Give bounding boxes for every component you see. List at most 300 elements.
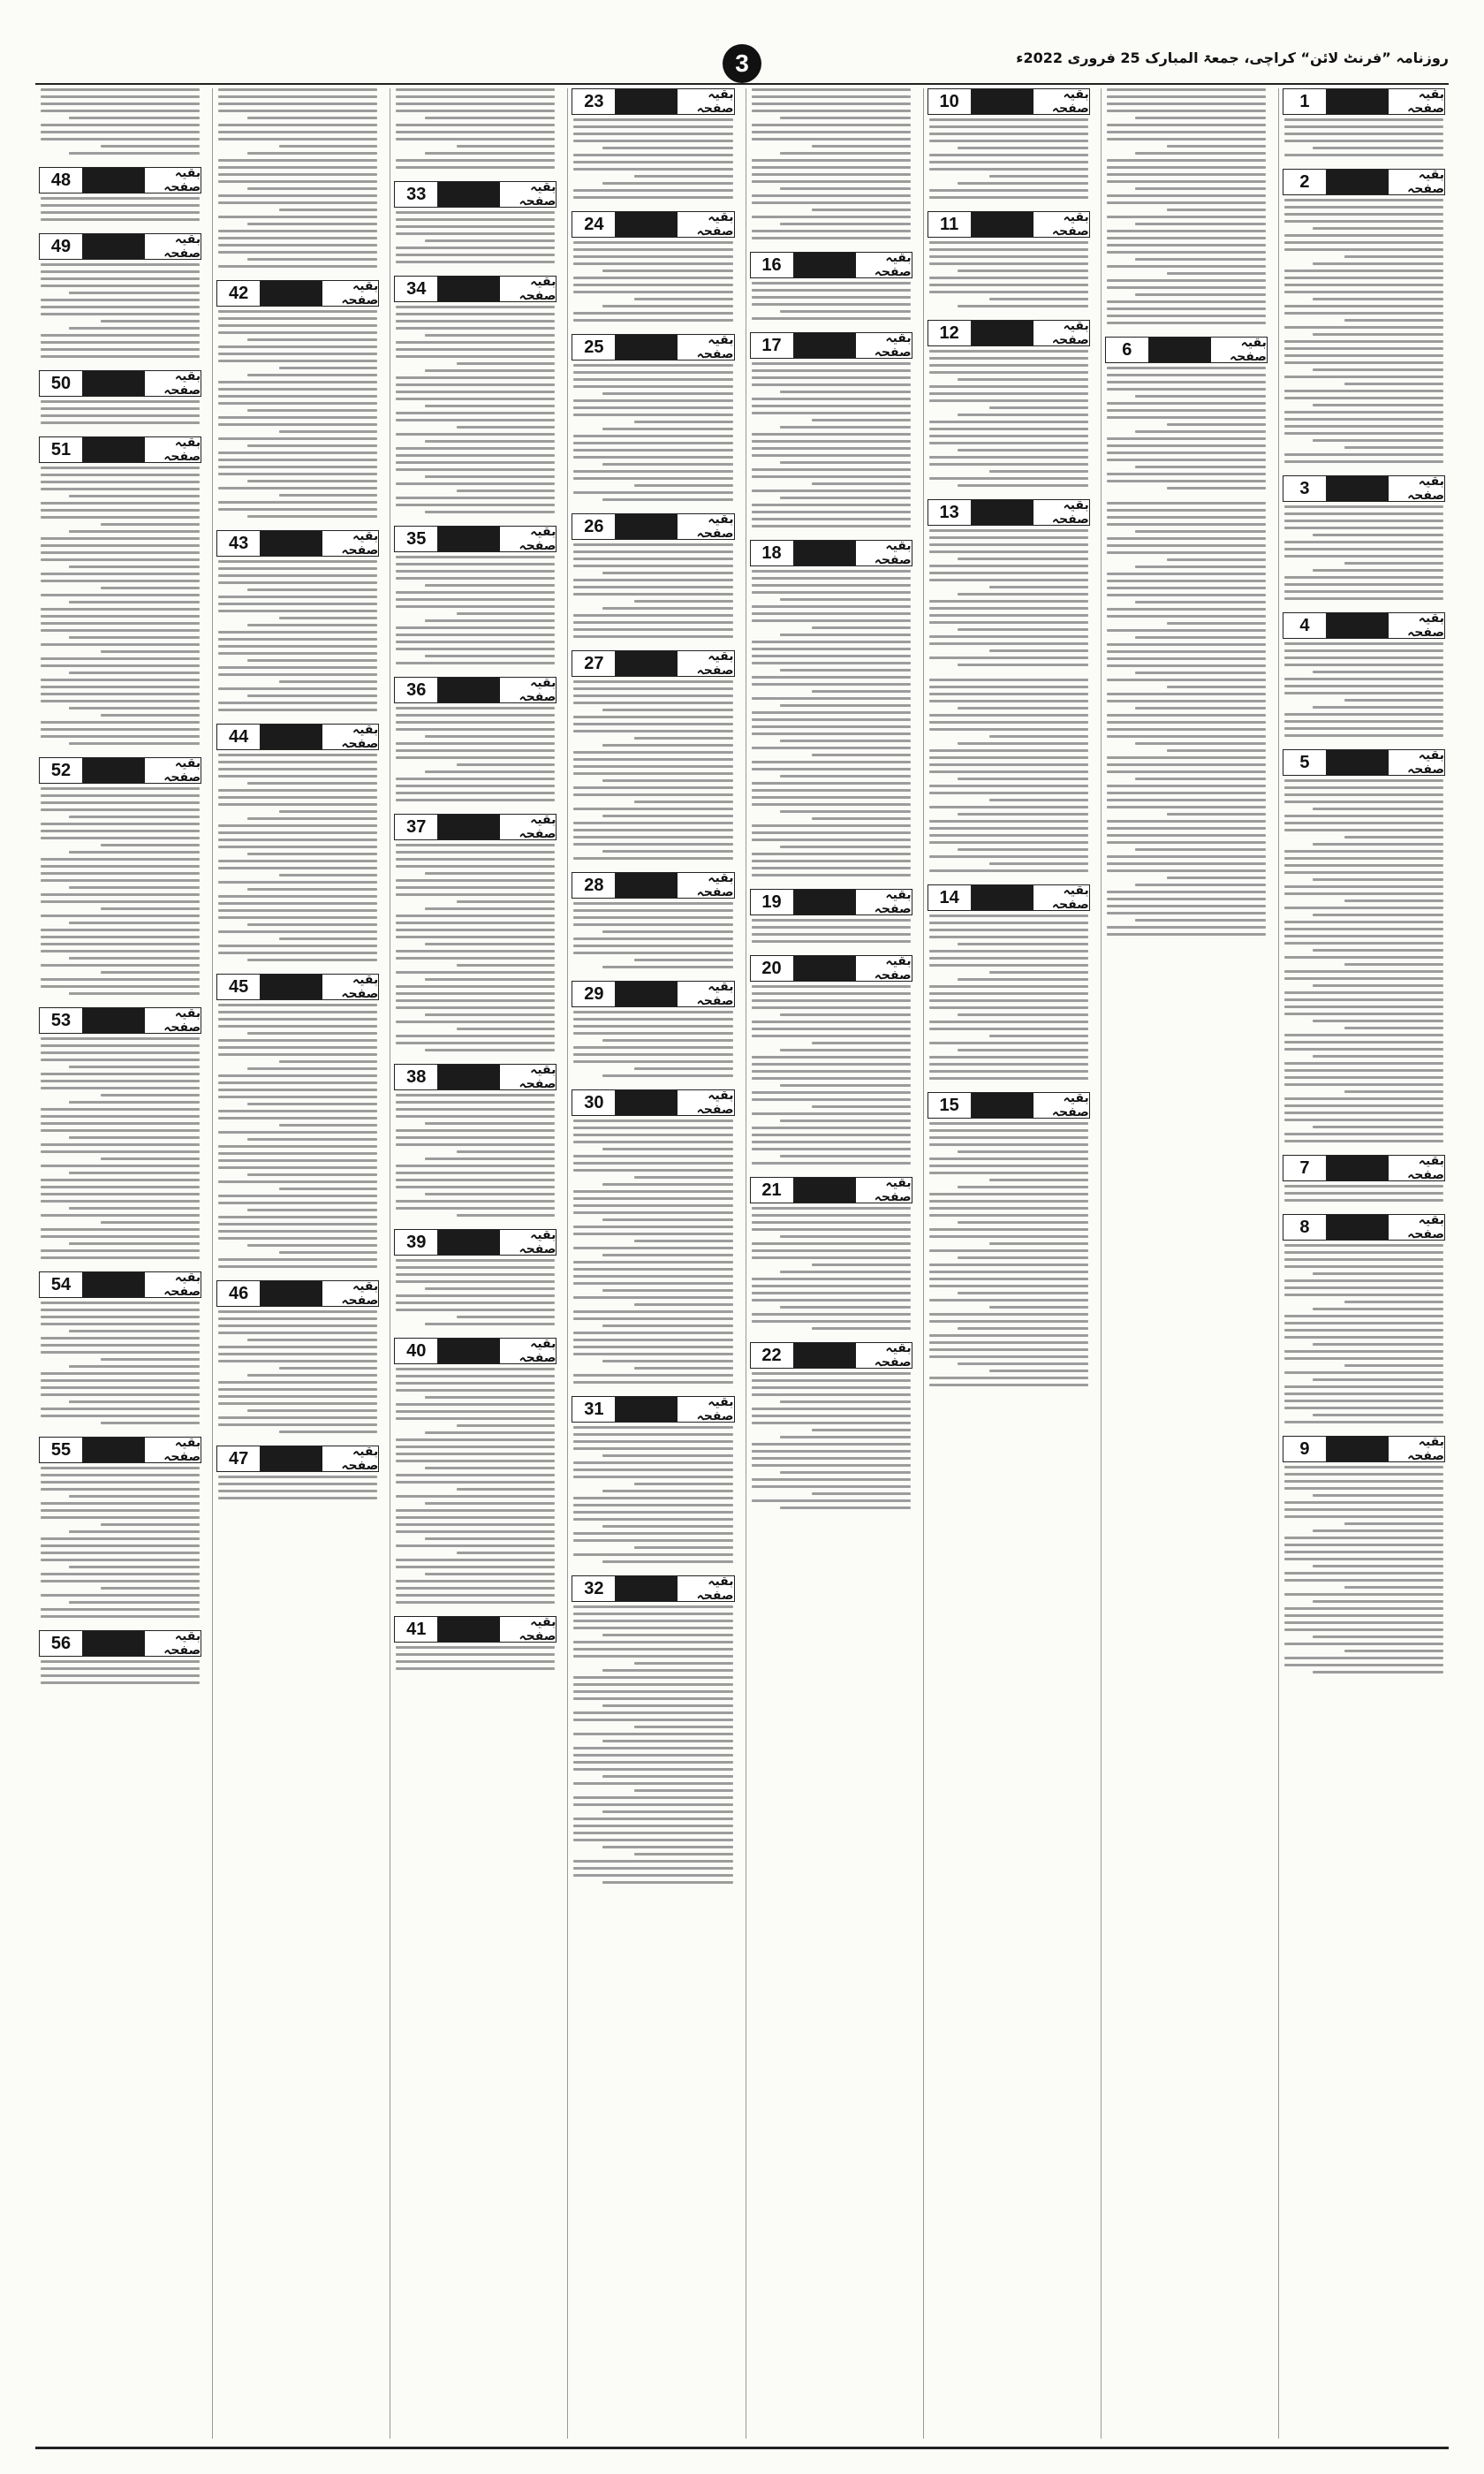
text-line: [247, 480, 378, 482]
text-line: [573, 1511, 732, 1514]
text-line: [396, 641, 555, 643]
text-line: [1284, 1034, 1443, 1036]
text-line: [958, 269, 1088, 272]
text-line: [41, 474, 200, 476]
header-black-bar: [261, 725, 322, 749]
text-line: [752, 853, 911, 855]
text-line: [396, 728, 555, 731]
text-line: [69, 1066, 200, 1068]
continuation-label: بقیہ صفحہ: [163, 232, 201, 261]
text-line: [1284, 1537, 1443, 1539]
text-line: [812, 1492, 911, 1495]
text-line: [752, 824, 911, 827]
text-line: [1284, 432, 1443, 435]
continuation-header: [572, 872, 734, 899]
text-line: [752, 1162, 911, 1165]
text-line: [1284, 1336, 1443, 1339]
continuation-item: [39, 757, 201, 995]
text-line: [41, 872, 200, 875]
text-line: [1107, 444, 1266, 447]
continuation-number: 8: [1283, 1215, 1327, 1240]
text-line: [573, 1296, 732, 1299]
text-line: [1284, 1480, 1443, 1483]
text-line: [218, 909, 377, 912]
continuation-label: بقیہ صفحہ: [163, 1271, 201, 1299]
continuation-header: [928, 499, 1090, 526]
continuation-body: [216, 1476, 379, 1499]
text-line: [929, 1313, 1088, 1316]
text-line: [573, 140, 732, 142]
text-line: [218, 1117, 377, 1119]
text-line: [958, 449, 1088, 452]
text-line: [1107, 166, 1266, 169]
text-line: [41, 1051, 200, 1054]
continuation-body: [572, 118, 734, 199]
text-line: [218, 265, 377, 268]
text-line: [396, 159, 555, 162]
text-line: [396, 799, 555, 801]
text-line: [279, 1124, 378, 1127]
text-line: [1284, 1076, 1443, 1079]
text-line: [247, 1173, 378, 1176]
text-line: [69, 601, 200, 603]
text-line: [41, 808, 200, 811]
text-line: [218, 1096, 377, 1098]
text-line: [41, 1080, 200, 1082]
text-line: [425, 117, 556, 119]
text-line: [1284, 892, 1443, 895]
continuation-item: [750, 1177, 912, 1330]
text-line: [929, 565, 1088, 567]
text-line: [573, 1433, 732, 1436]
text-line: [1284, 829, 1443, 831]
page-number-badge: 3: [723, 44, 761, 83]
continuation-item: [216, 724, 379, 961]
text-line: [1284, 1294, 1443, 1296]
text-line: [101, 587, 200, 589]
text-line: [279, 494, 378, 497]
text-line: [752, 619, 911, 622]
text-line: [41, 537, 200, 540]
text-line: [69, 1601, 200, 1604]
text-line: [41, 1228, 200, 1231]
text-line: [929, 1377, 1088, 1379]
text-line: [396, 858, 555, 861]
continuation-label: بقیہ صفحہ: [1051, 498, 1089, 527]
text-line: [929, 936, 1088, 938]
text-line: [1284, 1544, 1443, 1546]
text-line: [752, 1242, 911, 1245]
text-line: [752, 504, 911, 506]
text-line: [396, 124, 555, 126]
text-line: [1344, 699, 1443, 702]
text-line: [1313, 984, 1443, 987]
text-line: [218, 251, 377, 254]
text-line: [247, 444, 378, 447]
text-line: [396, 1302, 555, 1304]
text-line: [396, 1453, 555, 1455]
text-line: [425, 369, 556, 372]
text-line: [41, 1122, 200, 1125]
text-line: [396, 461, 555, 464]
text-line: [1107, 315, 1266, 317]
text-line: [929, 125, 1088, 128]
continuation-body: [216, 1310, 379, 1433]
text-line: [602, 1289, 733, 1292]
text-line: [1284, 815, 1443, 817]
text-line: [396, 1382, 555, 1385]
text-line: [752, 1415, 911, 1417]
text-line: [1344, 836, 1443, 839]
text-line: [752, 732, 911, 735]
text-line: [929, 1122, 1088, 1125]
continuation-label: بقیہ صفحہ: [696, 333, 734, 361]
continuation-header: [216, 1446, 379, 1472]
text-line: [929, 869, 1088, 872]
text-line: [247, 959, 378, 961]
text-line: [1107, 300, 1266, 303]
text-line: [41, 95, 200, 98]
text-line: [41, 1108, 200, 1111]
continuation-item: [1283, 475, 1445, 600]
continuation-header: [572, 1575, 734, 1602]
continuation-header: [39, 1271, 201, 1298]
text-line: [247, 1374, 378, 1377]
continuation-number: 21: [751, 1178, 794, 1203]
text-line: [602, 1148, 733, 1150]
text-line: [929, 929, 1088, 931]
text-line: [396, 1410, 555, 1413]
text-line: [1284, 871, 1443, 874]
text-line: [1313, 368, 1443, 371]
text-line: [780, 1471, 911, 1474]
text-line: [218, 416, 377, 419]
text-line: [1344, 1027, 1443, 1029]
text-line: [425, 239, 556, 242]
text-line: [929, 1157, 1088, 1160]
text-line: [218, 702, 377, 704]
continuation-label: بقیہ صفحہ: [696, 210, 734, 239]
text-line: [1284, 291, 1443, 293]
text-line: [634, 1067, 733, 1070]
text-line: [41, 1087, 200, 1089]
text-line: [1135, 884, 1266, 886]
text-line: [396, 433, 555, 436]
text-line: [1135, 258, 1266, 261]
text-line: [41, 341, 200, 344]
text-line: [1107, 194, 1266, 197]
text-line: [1284, 213, 1443, 216]
continuation-item: [394, 1616, 556, 1670]
text-line: [218, 839, 377, 841]
text-line: [218, 1317, 377, 1320]
text-line: [573, 758, 732, 761]
text-line: [1284, 734, 1443, 737]
text-line: [1284, 1083, 1443, 1086]
header-black-bar: [794, 253, 856, 277]
text-line: [929, 421, 1088, 423]
text-line: [1284, 692, 1443, 694]
continuation-header: [572, 513, 734, 540]
text-line: [1107, 237, 1266, 239]
text-line: [1107, 416, 1266, 419]
text-line: [396, 1259, 555, 1262]
continuation-item: [39, 370, 201, 424]
text-line: [752, 662, 911, 664]
continuation-header: [928, 884, 1090, 911]
text-line: [1107, 912, 1266, 914]
continuation-number: 25: [572, 335, 616, 360]
text-line: [929, 364, 1088, 367]
text-line: [1313, 1378, 1443, 1381]
text-line: [1284, 1371, 1443, 1374]
text-line: [958, 147, 1088, 149]
newspaper-dateline: روزنامہ ”فرنٹ لائن“ کراچی، جمعۃ المبارک 25 فروری 2022ء: [1016, 49, 1449, 66]
continuation-body: [750, 362, 912, 527]
text-line: [602, 744, 733, 747]
text-line: [602, 1039, 733, 1042]
continuation-body: [750, 570, 912, 877]
text-line: [396, 1481, 555, 1484]
text-line: [573, 751, 732, 754]
continuation-label: بقیہ صفحہ: [874, 1176, 912, 1204]
text-line: [41, 1214, 200, 1217]
text-line: [218, 1159, 377, 1162]
text-line: [573, 435, 732, 437]
text-line: [1167, 686, 1266, 688]
text-line: [573, 470, 732, 473]
text-line: [1284, 1251, 1443, 1254]
text-line: [752, 1221, 911, 1224]
text-line: [396, 1266, 555, 1269]
text-line: [41, 608, 200, 611]
text-line: [929, 957, 1088, 960]
continuation-item: [750, 332, 912, 527]
text-line: [41, 1667, 200, 1670]
continuation-label: بقیہ صفحہ: [341, 1445, 379, 1473]
text-line: [396, 454, 555, 457]
header-black-bar: [972, 885, 1034, 910]
continuation-body: [928, 529, 1090, 666]
text-line: [602, 850, 733, 853]
text-line: [780, 1271, 911, 1273]
text-line: [812, 482, 911, 485]
text-line: [101, 907, 200, 910]
continuation-number: 20: [751, 956, 794, 981]
text-line: [958, 593, 1088, 596]
text-line: [218, 1081, 377, 1084]
text-line: [218, 466, 377, 468]
text-line: [1284, 590, 1443, 593]
text-line: [396, 598, 555, 601]
text-line: [41, 348, 200, 351]
continuation-label: بقیہ صفحہ: [1407, 748, 1444, 777]
text-line: [573, 133, 732, 135]
text-line: [218, 131, 377, 133]
header-black-bar: [616, 1397, 678, 1422]
text-line: [279, 1251, 378, 1254]
text-line: [573, 1874, 732, 1877]
text-line: [573, 1141, 732, 1143]
text-line: [1107, 785, 1266, 787]
text-line: [218, 124, 377, 126]
text-line: [41, 509, 200, 512]
text-line: [1107, 473, 1266, 475]
text-line: [1284, 970, 1443, 973]
text-line: [218, 1223, 377, 1226]
text-line: [218, 1258, 377, 1261]
text-line: [929, 1320, 1088, 1323]
text-line: [1344, 1586, 1443, 1589]
text-line: [573, 1768, 732, 1771]
text-line: [1313, 569, 1443, 572]
text-line: [41, 124, 200, 126]
text-line: [573, 1310, 732, 1313]
continuation-label: بقیہ صفحہ: [696, 1089, 734, 1117]
continuation-item: [39, 436, 201, 745]
text-line: [752, 648, 911, 650]
text-line: [573, 196, 732, 199]
text-line: [1313, 298, 1443, 300]
text-line: [247, 187, 378, 190]
text-line: [396, 1186, 555, 1188]
text-line: [752, 1077, 911, 1080]
continuation-item: [750, 955, 912, 1165]
continuation-item: [572, 211, 734, 322]
text-line: [1284, 1244, 1443, 1247]
text-line: [1313, 1055, 1443, 1058]
text-line: [425, 907, 556, 910]
text-line: [1284, 991, 1443, 994]
text-line: [812, 209, 911, 211]
text-line: [1167, 749, 1266, 752]
text-line: [573, 1655, 732, 1658]
text-line: [752, 577, 911, 580]
text-line: [396, 1035, 555, 1037]
continuation-number: 50: [40, 371, 83, 396]
continuation-label: بقیہ صفحہ: [163, 436, 201, 464]
text-line: [41, 407, 200, 410]
text-line: [1107, 244, 1266, 247]
continuation-header: [394, 181, 556, 208]
continuation-label: بقیہ صفحہ: [519, 180, 556, 209]
text-line: [989, 470, 1088, 473]
text-line: [752, 433, 911, 436]
text-line: [396, 721, 555, 724]
text-line: [1107, 159, 1266, 162]
continuation-body: [39, 1467, 201, 1618]
text-line: [218, 1089, 377, 1091]
text-line: [929, 614, 1088, 617]
text-line: [752, 289, 911, 292]
text-line: [1107, 770, 1266, 773]
text-line: [989, 586, 1088, 588]
text-line: [41, 1580, 200, 1582]
text-line: [218, 1011, 377, 1013]
text-line: [41, 1559, 200, 1561]
text-line: [1135, 430, 1266, 433]
text-line: [41, 936, 200, 938]
text-line: [1107, 201, 1266, 204]
text-line: [1284, 1487, 1443, 1490]
continuation-number: 41: [395, 1617, 438, 1642]
continuation-body: [572, 1605, 734, 1884]
header-black-bar: [794, 1178, 856, 1203]
text-line: [1284, 1473, 1443, 1476]
text-line: [396, 419, 555, 421]
text-line: [989, 1242, 1088, 1245]
continuation-label: بقیہ صفحہ: [874, 331, 912, 360]
text-line: [573, 909, 732, 912]
continuation-number: 53: [40, 1008, 83, 1033]
text-line: [752, 919, 911, 922]
text-line: [396, 1566, 555, 1568]
header-black-bar: [261, 531, 322, 556]
text-line: [218, 501, 377, 504]
continuation-item: [928, 1092, 1090, 1386]
text-line: [396, 95, 555, 98]
text-line: [396, 232, 555, 235]
text-line: [752, 369, 911, 372]
continuation-header: [1283, 1214, 1445, 1241]
text-line: [929, 371, 1088, 374]
continuation-number: 35: [395, 527, 438, 551]
text-line: [1313, 262, 1443, 265]
continuation-item: [572, 513, 734, 638]
text-line: [218, 1310, 377, 1313]
continuation-item: [39, 1007, 201, 1259]
text-line: [573, 635, 732, 638]
text-line: [396, 468, 555, 471]
text-line: [573, 1532, 732, 1535]
continuation-number: 44: [217, 725, 261, 749]
text-line: [218, 895, 377, 898]
text-line: [929, 964, 1088, 967]
text-line: [396, 211, 555, 214]
text-line: [602, 572, 733, 574]
text-line: [989, 1306, 1088, 1309]
text-line: [958, 813, 1088, 816]
continuation-body: [750, 282, 912, 320]
text-line: [1284, 597, 1443, 600]
text-line: [929, 399, 1088, 402]
text-line: [457, 1214, 556, 1217]
text-line: [101, 523, 200, 526]
text-line: [1284, 583, 1443, 586]
text-line: [752, 926, 911, 929]
text-line: [247, 1209, 378, 1211]
text-line: [41, 481, 200, 483]
continuation-label: بقیہ صفحہ: [696, 88, 734, 116]
text-line: [247, 338, 378, 341]
text-line: [929, 1271, 1088, 1273]
text-line: [752, 641, 911, 643]
text-line: [752, 166, 911, 169]
text-line: [573, 1839, 732, 1841]
text-line: [989, 1179, 1088, 1181]
text-line: [752, 180, 911, 183]
text-line: [41, 686, 200, 688]
text-line: [573, 772, 732, 775]
text-line: [41, 1509, 200, 1512]
text-line: [573, 1676, 732, 1679]
text-line: [634, 1662, 733, 1665]
text-line: [573, 291, 732, 293]
text-line: [1107, 124, 1266, 126]
text-line: [780, 634, 911, 636]
text-line: [752, 591, 911, 594]
text-line: [41, 1129, 200, 1132]
